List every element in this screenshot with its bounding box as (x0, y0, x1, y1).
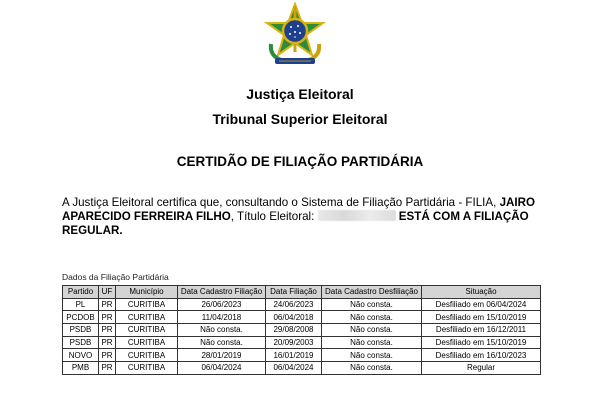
cell-disaffiliation-registration-date: Não consta. (322, 362, 422, 375)
cell-filiation-registration-date: 11/04/2018 (178, 311, 266, 324)
brazil-coat-of-arms-icon (261, 2, 329, 68)
table-row (63, 336, 541, 349)
cell-municipality: CURITIBA (116, 298, 178, 311)
cell-disaffiliation-registration-date: Não consta. (322, 324, 422, 337)
certificate-title: CERTIDÃO DE FILIAÇÃO PARTIDÁRIA (176, 154, 424, 169)
cell-filiation-date: 29/08/2008 (266, 324, 322, 337)
cell-filiation-registration-date: Não consta. (178, 336, 266, 349)
cell-filiation-date: 20/09/2003 (266, 336, 322, 349)
statement-voter-id-label: , Título Eleitoral: (230, 210, 318, 223)
column-header-filiation-registration-date: Data Cadastro Filiação (178, 286, 266, 299)
cell-municipality: CURITIBA (116, 324, 178, 337)
cell-municipality: CURITIBA (116, 311, 178, 324)
cell-party: PSDB (63, 336, 99, 349)
cell-situation: Regular (422, 362, 541, 375)
cell-party: NOVO (63, 349, 99, 362)
cell-municipality: CURITIBA (116, 362, 178, 375)
person-name: JAIRO APARECIDO FERREIRA FILHO (62, 196, 535, 223)
cell-situation: Desfiliado em 16/10/2023 (422, 349, 541, 362)
table-row (63, 362, 541, 375)
table-row (63, 298, 541, 311)
column-header-party: Partido (63, 286, 99, 299)
cell-filiation-registration-date: 26/06/2023 (178, 298, 266, 311)
cell-filiation-registration-date: 06/04/2024 (178, 362, 266, 375)
table-caption: Dados da Filiação Partidária (62, 272, 169, 282)
filiation-table (62, 285, 541, 375)
cell-uf: PR (99, 336, 116, 349)
table-row (63, 311, 541, 324)
redacted-voter-id (318, 210, 396, 221)
cell-municipality: CURITIBA (116, 349, 178, 362)
cell-disaffiliation-registration-date: Não consta. (322, 298, 422, 311)
cell-filiation-date: 06/04/2018 (266, 311, 322, 324)
cell-disaffiliation-registration-date: Não consta. (322, 349, 422, 362)
cell-party: PL (63, 298, 99, 311)
cell-filiation-date: 16/01/2019 (266, 349, 322, 362)
cell-filiation-date: 06/04/2024 (266, 362, 322, 375)
cell-disaffiliation-registration-date: Não consta. (322, 311, 422, 324)
cell-situation: Desfiliado em 16/12/2011 (422, 324, 541, 337)
table-header-row (63, 286, 541, 299)
organization-title: Justiça Eleitoral (246, 86, 354, 102)
cell-filiation-date: 24/06/2023 (266, 298, 322, 311)
column-header-disaffiliation-registration-date: Data Cadastro Desfiliação (322, 286, 422, 299)
cell-municipality: CURITIBA (116, 336, 178, 349)
cell-party: PCDOB (63, 311, 99, 324)
cell-situation: Desfiliado em 15/10/2019 (422, 336, 541, 349)
cell-party: PMB (63, 362, 99, 375)
court-title: Tribunal Superior Eleitoral (212, 111, 388, 127)
cell-filiation-registration-date: Não consta. (178, 324, 266, 337)
cell-uf: PR (99, 324, 116, 337)
column-header-situation: Situação (422, 286, 541, 299)
cell-situation: Desfiliado em 06/04/2024 (422, 298, 541, 311)
cell-filiation-registration-date: 28/01/2019 (178, 349, 266, 362)
cell-party: PSDB (63, 324, 99, 337)
cell-uf: PR (99, 349, 116, 362)
cell-uf: PR (99, 362, 116, 375)
cell-disaffiliation-registration-date: Não consta. (322, 336, 422, 349)
table-row (63, 324, 541, 337)
cell-uf: PR (99, 311, 116, 324)
cell-situation: Desfiliado em 15/10/2019 (422, 311, 541, 324)
column-header-filiation-date: Data Filiação (266, 286, 322, 299)
filiation-status: ESTÁ COM A FILIAÇÃO REGULAR (62, 210, 529, 237)
table-row (63, 349, 541, 362)
cell-uf: PR (99, 298, 116, 311)
certification-statement (62, 196, 540, 238)
column-header-uf: UF (99, 286, 116, 299)
statement-end: . (119, 224, 123, 237)
column-header-municipality: Município (116, 286, 178, 299)
statement-intro: A Justiça Eleitoral certifica que, consultando o Sistema de Filiação Partidária - FILIA, (62, 196, 500, 209)
